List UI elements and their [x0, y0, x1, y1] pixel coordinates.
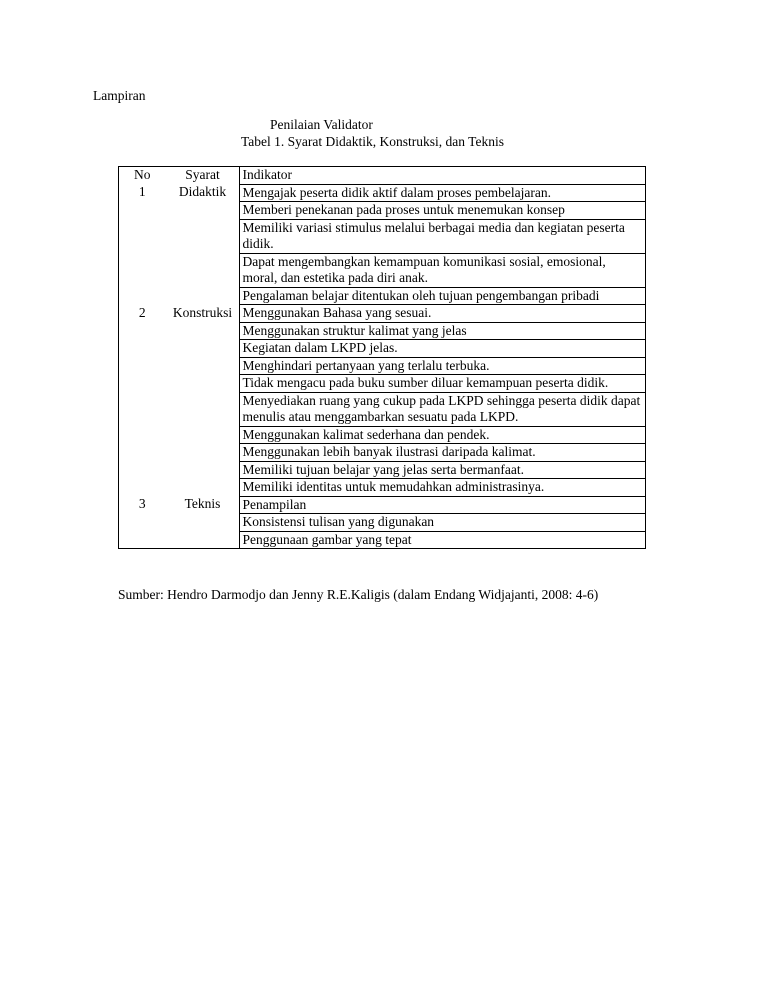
source-citation: Sumber: Hendro Darmodjo dan Jenny R.E.Kaligis (dalam Endang Widjajanti, 2008: 4-6)	[118, 587, 599, 602]
table-row	[119, 426, 646, 444]
table-row	[119, 287, 646, 305]
row-syarat	[166, 375, 240, 393]
row-indikator: Menyediakan ruang yang cukup pada LKPD sehingga peserta didik dapat menulis atau menggambarkan sesuatu pada LKPD.	[240, 392, 646, 426]
row-indikator: Kegiatan dalam LKPD jelas.	[240, 340, 646, 358]
row-indikator: Pengalaman belajar ditentukan oleh tujuan pengembangan pribadi	[240, 287, 646, 305]
table-row	[119, 496, 646, 514]
table-row	[119, 531, 646, 549]
row-no	[119, 375, 166, 393]
row-indikator: Mengajak peserta didik aktif dalam proses pembelajaran.	[240, 184, 646, 202]
row-no	[119, 426, 166, 444]
table-row	[119, 184, 646, 202]
table-row	[119, 461, 646, 479]
row-indikator: Tidak mengacu pada buku sumber diluar kemampuan peserta didik.	[240, 375, 646, 393]
row-indikator: Menggunakan Bahasa yang sesuai.	[240, 305, 646, 323]
row-indikator: Memberi penekanan pada proses untuk menemukan konsep	[240, 202, 646, 220]
table-row	[119, 322, 646, 340]
row-syarat	[166, 444, 240, 462]
row-no: 2	[119, 305, 166, 323]
table-row	[119, 305, 646, 323]
row-syarat	[166, 392, 240, 426]
table-row	[119, 253, 646, 287]
table-row	[119, 219, 646, 253]
page-title: Penilaian Validator	[270, 117, 373, 132]
table-row	[119, 340, 646, 358]
row-no: 3	[119, 496, 166, 514]
row-no	[119, 357, 166, 375]
row-no	[119, 202, 166, 220]
row-syarat: Teknis	[166, 496, 240, 514]
row-no	[119, 461, 166, 479]
table-header-row	[119, 167, 646, 185]
row-indikator: Memiliki tujuan belajar yang jelas serta bermanfaat.	[240, 461, 646, 479]
row-syarat	[166, 322, 240, 340]
table-row	[119, 357, 646, 375]
lampiran-heading: Lampiran	[93, 88, 146, 103]
table-row	[119, 514, 646, 532]
header-syarat: Syarat	[166, 167, 240, 185]
row-no	[119, 392, 166, 426]
row-no	[119, 514, 166, 532]
row-syarat	[166, 531, 240, 549]
row-indikator: Menggunakan lebih banyak ilustrasi daripada kalimat.	[240, 444, 646, 462]
row-syarat	[166, 202, 240, 220]
row-syarat	[166, 219, 240, 253]
row-syarat	[166, 461, 240, 479]
row-syarat	[166, 426, 240, 444]
table-row	[119, 444, 646, 462]
row-syarat: Konstruksi	[166, 305, 240, 323]
row-indikator: Penggunaan gambar yang tepat	[240, 531, 646, 549]
table-row	[119, 202, 646, 220]
row-indikator: Dapat mengembangkan kemampuan komunikasi sosial, emosional, moral, dan estetika pada diri anak.	[240, 253, 646, 287]
row-indikator: Menggunakan struktur kalimat yang jelas	[240, 322, 646, 340]
row-indikator: Penampilan	[240, 496, 646, 514]
header-indikator: Indikator	[240, 167, 646, 185]
row-no	[119, 340, 166, 358]
row-syarat	[166, 340, 240, 358]
row-indikator: Memiliki identitas untuk memudahkan administrasinya.	[240, 479, 646, 497]
row-syarat: Didaktik	[166, 184, 240, 202]
row-syarat	[166, 514, 240, 532]
row-no	[119, 219, 166, 253]
row-no	[119, 253, 166, 287]
header-no: No	[119, 167, 166, 185]
row-no	[119, 531, 166, 549]
row-syarat	[166, 479, 240, 497]
row-indikator: Memiliki variasi stimulus melalui berbagai media dan kegiatan peserta didik.	[240, 219, 646, 253]
row-indikator: Menggunakan kalimat sederhana dan pendek.	[240, 426, 646, 444]
row-syarat	[166, 287, 240, 305]
row-indikator: Konsistensi tulisan yang digunakan	[240, 514, 646, 532]
table-row	[119, 392, 646, 426]
row-syarat	[166, 357, 240, 375]
row-no	[119, 322, 166, 340]
table-row	[119, 479, 646, 497]
table-caption: Tabel 1. Syarat Didaktik, Konstruksi, dan Teknis	[241, 134, 504, 149]
row-no	[119, 287, 166, 305]
row-no: 1	[119, 184, 166, 202]
row-no	[119, 444, 166, 462]
row-no	[119, 479, 166, 497]
row-indikator: Menghindari pertanyaan yang terlalu terbuka.	[240, 357, 646, 375]
table-row	[119, 375, 646, 393]
row-syarat	[166, 253, 240, 287]
criteria-table	[118, 166, 646, 549]
